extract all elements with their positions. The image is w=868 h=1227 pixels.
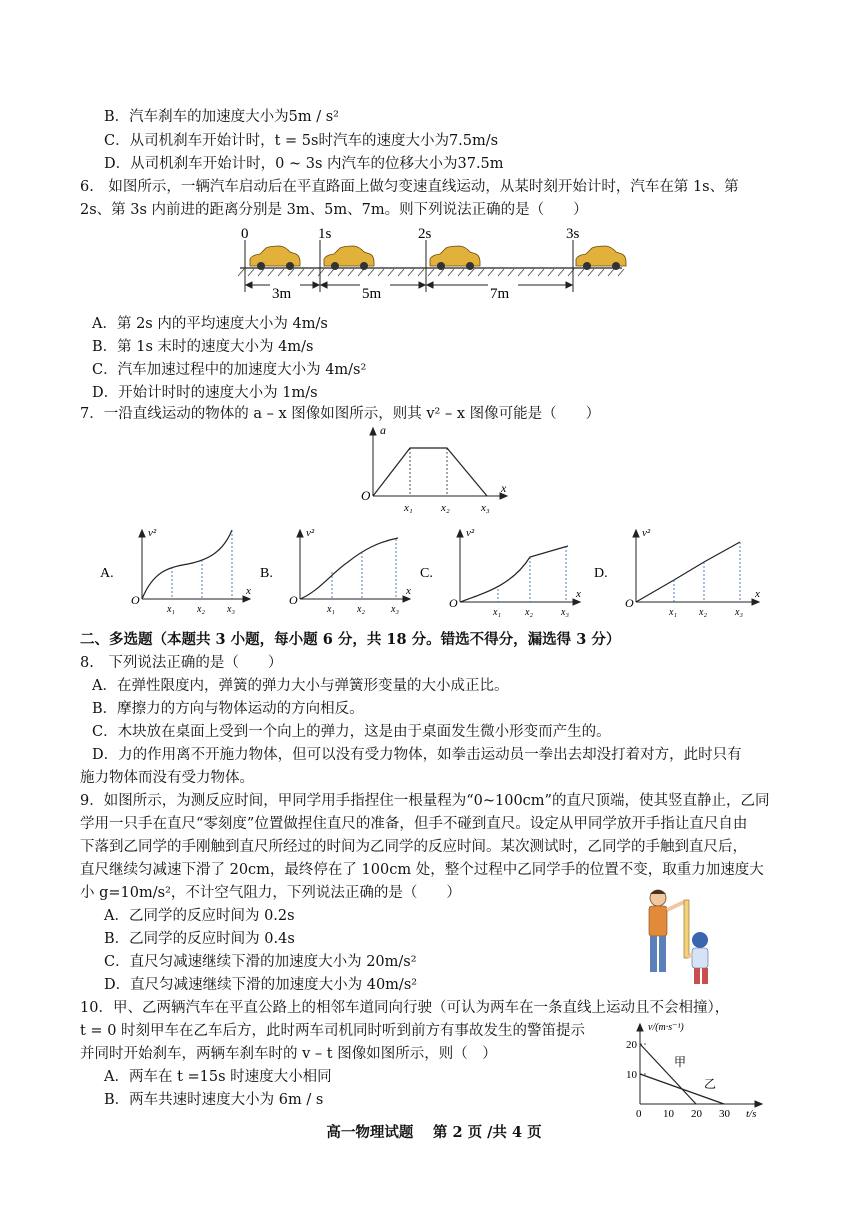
q10-stem-line3: 并同时开始刹车，两辆车刹车时的 v – t 图像如图所示，则（ ） <box>80 1046 497 1062</box>
q7-b-yaxis: v² <box>306 527 315 539</box>
q5-option-b: B．汽车刹车的加速度大小为5m / s² <box>104 109 339 125</box>
q9-stem-line4: 直尺继续匀减速下滑了 20cm，最终停在了 100cm 处，整个过程中乙同学手的位置不变，取重力加速度大 <box>80 862 764 878</box>
q6-dist-2: 5m <box>362 286 382 302</box>
q8-option-a: A．在弹性限度内，弹簧的弹力大小与弹簧形变量的大小成正比。 <box>92 678 509 694</box>
q7-option-a-label: A. <box>100 566 114 581</box>
q6-option-c: C．汽车加速过程中的加速度大小为 4m/s² <box>92 362 367 378</box>
q7-option-d-label: D. <box>594 566 608 581</box>
q6-mark-1s: 1s <box>318 226 332 242</box>
q6-mark-2s: 2s <box>418 226 432 242</box>
q7-b-tick2: x₂ <box>357 604 365 615</box>
q6-option-b: B．第 1s 末时的速度大小为 4m/s <box>92 339 314 355</box>
car-icon <box>324 246 374 270</box>
q9-stem-line5: 小 g=10m/s²，不计空气阻力，下列说法正确的是（ ） <box>80 885 461 901</box>
q8-option-b: B．摩擦力的方向与物体运动的方向相反。 <box>92 701 364 717</box>
q6-option-a: A．第 2s 内的平均速度大小为 4m/s <box>92 316 328 332</box>
section2-heading: 二、多选题（本题共 3 小题，每小题 6 分，共 18 分。错选不得分，漏选得 3 分） <box>80 631 621 648</box>
q7-c-tick3: x₃ <box>561 607 569 617</box>
q5-option-c: C．从司机刹车开始计时，t = 5s时汽车的速度大小为7.5m/s <box>104 133 499 149</box>
car-icon <box>576 246 626 270</box>
q7-b-origin: O <box>289 593 298 607</box>
q7-option-b-graph <box>258 522 418 617</box>
q10-series-yi: 乙 <box>704 1077 717 1091</box>
q6-stem-line2: 2s、第 3s 内前进的距离分别是 3m、5m、7m。则下列说法正确的是（ ） <box>80 202 588 218</box>
q8-option-d-line2: 施力物体而没有受力物体。 <box>80 770 254 786</box>
q7-d-tick1: x₁ <box>669 607 677 617</box>
q6-mark-3s: 3s <box>566 226 580 242</box>
q7-axis-x: x <box>501 481 507 495</box>
q7-d-yaxis: v² <box>642 527 651 539</box>
q10-option-b: B．两车共速时速度大小为 6m / s <box>104 1092 324 1108</box>
q10-stem-line1: 10．甲、乙两辆汽车在平直公路上的相邻车道同向行驶（可认为两车在一条直线上运动且不会相撞）， <box>80 1000 730 1016</box>
q10-series-jia: 甲 <box>674 1055 687 1069</box>
q7-c-tick2: x₂ <box>525 607 533 617</box>
q7-d-tick3: x₃ <box>735 607 743 617</box>
q8-option-c: C．木块放在桌面上受到一个向上的弹力，这是由于桌面发生微小形变而产生的。 <box>92 724 611 740</box>
q6-dist-3: 7m <box>490 286 510 302</box>
q7-option-b-label: B. <box>260 566 273 581</box>
q7-d-xaxis: x <box>755 588 760 600</box>
q6-option-d: D．开始计时时的速度大小为 1m/s <box>92 385 318 401</box>
q7-a-origin: O <box>131 593 140 607</box>
q9-stem-line2: 学用一只手在直尺“零刻度”位置做捏住直尺的准备，但手不碰到直尺。设定从甲同学放开手指让直尺自由 <box>80 816 748 832</box>
q7-c-xaxis: x <box>576 588 581 600</box>
q7-tick-x3: x₃ <box>481 502 490 514</box>
q6-car-figure <box>230 222 630 306</box>
q10-xtick-20: 20 <box>691 1108 702 1120</box>
q7-option-a-graph <box>98 522 258 617</box>
q10-ylabel: v/(m·s⁻¹) <box>648 1022 684 1033</box>
q7-origin: O <box>361 488 371 503</box>
q10-xlabel: t/s <box>746 1108 757 1120</box>
q7-d-tick2: x₂ <box>699 607 707 617</box>
q8-stem: 8. 下列说法正确的是（ ） <box>80 655 283 671</box>
car-icon <box>430 246 480 270</box>
q7-axis-y: a <box>380 423 386 437</box>
q7-option-d-graph <box>592 522 767 617</box>
q7-a-yaxis: v² <box>148 527 157 539</box>
q7-a-x-graph <box>355 420 515 520</box>
q10-xtick-10: 10 <box>663 1108 674 1120</box>
q9-stem-line1: 9．如图所示，为测反应时间，甲同学用手指捏住一根量程为“0~100cm”的直尺顶端，使其竖直静止，乙同 <box>80 793 770 809</box>
q9-option-a: A．乙同学的反应时间为 0.2s <box>104 908 295 924</box>
q7-d-origin: O <box>625 596 634 610</box>
q7-tick-x1: x₁ <box>404 502 413 514</box>
q9-students-illustration <box>636 884 722 988</box>
q7-option-c-label: C. <box>420 566 433 581</box>
q9-option-b: B．乙同学的反应时间为 0.4s <box>104 931 295 947</box>
q7-option-c-graph <box>418 522 588 617</box>
q6-stem-line1: 6. 如图所示，一辆汽车启动后在平直路面上做匀变速直线运动，从某时刻开始计时，汽车在第 1s、第 <box>80 179 739 195</box>
q7-a-xaxis: x <box>246 585 251 597</box>
car-icon <box>250 246 300 270</box>
q10-stem-line2: t = 0 时刻甲车在乙车后方，此时两车司机同时听到前方有事故发生的警笛提示 <box>80 1023 586 1039</box>
q10-ytick-20: 20 <box>626 1039 637 1051</box>
q7-c-tick1: x₁ <box>493 607 501 617</box>
q6-mark-0: 0 <box>241 226 249 242</box>
q7-b-tick1: x₁ <box>327 604 335 615</box>
q7-a-tick3: x₃ <box>227 604 235 615</box>
q5-option-d: D．从司机刹车开始计时，0 ~ 3s 内汽车的位移大小为37.5m <box>104 156 504 172</box>
q9-option-c: C．直尺匀减速继续下滑的加速度大小为 20m/s² <box>104 954 417 970</box>
q7-c-yaxis: v² <box>466 527 475 539</box>
q9-option-d: D．直尺匀减速继续下滑的加速度大小为 40m/s² <box>104 977 418 993</box>
q10-xtick-30: 30 <box>719 1108 730 1120</box>
q10-option-a: A．两车在 t =15s 时速度大小相同 <box>104 1069 332 1085</box>
q10-ytick-10: 10 <box>626 1069 637 1081</box>
q7-tick-x2: x₂ <box>441 502 450 514</box>
q7-a-tick1: x₁ <box>167 604 175 615</box>
page-footer: 高一物理试题 第 2 页 /共 4 页 <box>326 1124 542 1141</box>
q7-c-origin: O <box>449 596 458 610</box>
q7-stem: 7．一沿直线运动的物体的 a – x 图像如图所示，则其 v² – x 图像可能是（ ） <box>80 406 601 422</box>
q7-b-xaxis: x <box>406 585 411 597</box>
q8-option-d-line1: D．力的作用离不开施力物体，但可以没有受力物体，如拳击运动员一拳出去却没打着对方，此时只有 <box>92 747 742 763</box>
q10-xtick-0: 0 <box>636 1108 642 1120</box>
q6-dist-1: 3m <box>272 286 292 302</box>
q7-b-tick3: x₃ <box>391 604 399 615</box>
q9-stem-line3: 下落到乙同学的手刚触到直尺所经过的时间为乙同学的反应时间。某次测试时，乙同学的手触到直尺后， <box>80 839 747 855</box>
q7-a-tick2: x₂ <box>197 604 205 615</box>
q10-vt-graph <box>612 1018 772 1122</box>
